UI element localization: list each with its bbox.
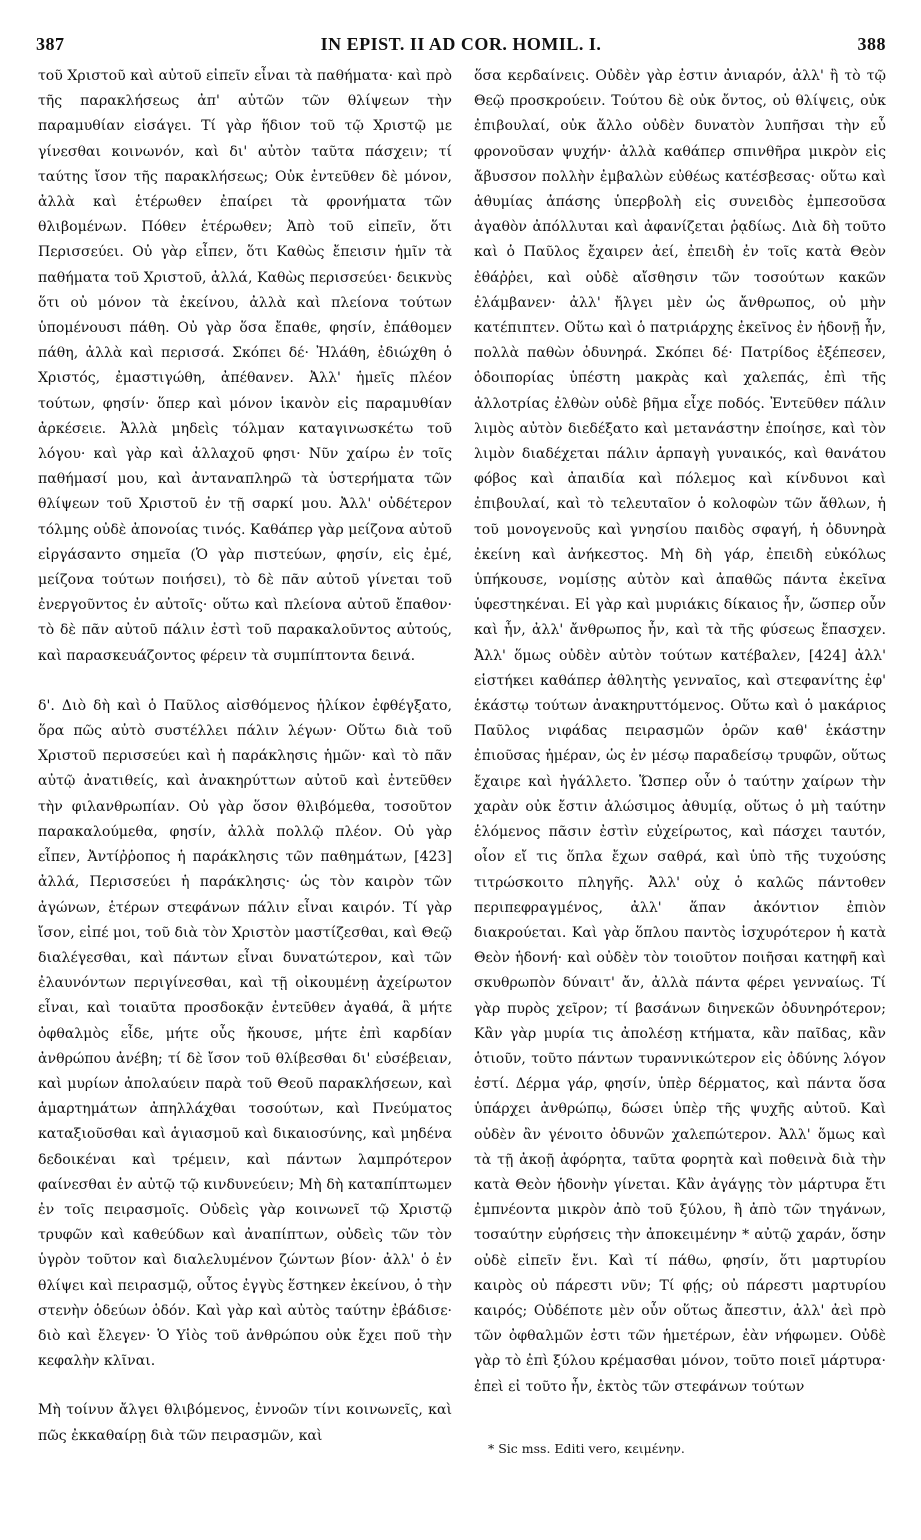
left-paragraph-1: τοῦ Χριστοῦ καὶ αὐτοῦ εἰπεῖν εἶναι τὰ παθήματα· καὶ πρὸ τῆς παρακλήσεως ἀπ' αὐτῶν τῶν θλίψεων τὴν παραμυθίαν εἰσάγει. Τί γὰρ ἥδιον τοῦ τῷ Χριστῷ με γίνεσθαι κοινωνόν, καὶ δι' αὐτὸν ταῦτα πάσχειν; τί ταύτης ἴσον τῆς παρακλήσεως; Οὐκ ἐντεῦθεν δὲ μόνον, ἀλλὰ καὶ ἑτέρωθεν ἐπαίρει τὰ φρονήματα τῶν θλιβομένων. Πόθεν ἑτέρωθεν; Ἀπὸ τοῦ εἰπεῖν, ὅτι Περισσεύει. Οὐ γὰρ εἶπεν, ὅτι Καθὼς ἔπεισιν ἡμῖν τὰ παθήματα τοῦ Χριστοῦ, ἀλλά, Καθὼς περισσεύει· δεικνὺς ὅτι οὐ μόνον τὰ ἐκείνου, ἀλλὰ καὶ πλείονα τούτων ὑπομένουσι πάθη. Οὐ γὰρ ὅσα ἔπαθε, φησίν, ἐπάθομεν πάθη, ἀλλὰ καὶ περισσά. Σκόπει δέ· Ἠλάθη, ἐδιώχθη ὁ Χριστός, ἐμαστιγώθη, ἀπέθανεν. Ἀλλ' ἡμεῖς πλέον τούτων, φησίν· ὅπερ καὶ μόνον ἱκανὸν εἰς παραμυθίαν ἀρκέσειε. Ἀλλὰ μηδεὶς τόλμαν καταγινωσκέτω τοῦ λόγου· καὶ γὰρ καὶ ἀλλαχοῦ φησι· Νῦν χαίρω ἐν τοῖς παθήμασί μου, καὶ ἀνταναπληρῶ τὰ ὑστερήματα τῶν θλίψεων τοῦ Χριστοῦ ἐν τῇ σαρκί μου. Ἀλλ' οὐδέτερον τόλμης οὐδὲ ἀπονοίας τινός. Καθάπερ γὰρ μείζονα αὐτοῦ εἰργάσαντο σημεῖα (Ὁ γὰρ πιστεύων, φησίν, εἰς ἐμέ, μείζονα τούτων ποιήσει), τὸ δὲ πᾶν αὐτοῦ γίνεται τοῦ ἐνεργοῦντος ἐν αὐτοῖς· οὕτω καὶ πλείονα αὐτοῦ ἔπαθον· τὸ δὲ πᾶν αὐτοῦ πάλιν ἐστὶ τοῦ παρακαλοῦντος αὐτούς, καὶ παρασκευάζοντος φέρειν τὰ συμπίπτοντα δεινά. [38,68,452,664]
running-header [36,34,886,58]
left-paragraph-2: δ'. Διὸ δὴ καὶ ὁ Παῦλος αἰσθόμενος ἡλίκον ἐφθέγξατο, ὅρα πῶς αὐτὸ συστέλλει πάλιν λέγων· Οὕτω διὰ τοῦ Χριστοῦ περισσεύει καὶ ἡ παράκλησις ἡμῶν· καὶ τὸ πᾶν αὐτῷ ἀνατιθείς, καὶ ἀνακηρύττων αὐτοῦ καὶ ἐντεῦθεν τὴν φιλανθρωπίαν. Οὐ γὰρ ὅσον θλιβόμεθα, τοσοῦτον παρακαλούμεθα, φησίν, ἀλλὰ πολλῷ πλέον. Οὐ γὰρ εἶπεν, Ἀντίῤῥοπος ἡ παράκλησις τῶν παθημάτων, [423] ἀλλά, Περισσεύει ἡ παράκλησις· ὡς τὸν καιρὸν τῶν ἀγώνων, ἑτέρων στεφάνων πάλιν εἶναι καιρόν. Τί γὰρ ἴσον, εἰπέ μοι, τοῦ διὰ τὸν Χριστὸν μαστίζεσθαι, καὶ Θεῷ διαλέγεσθαι, καὶ πάντων εἶναι δυνατώτερον, καὶ τῶν ἐλαυνόντων περιγίνεσθαι, καὶ τῇ οἰκουμένῃ ἀχείρωτον εἶναι, καὶ τοιαῦτα προσδοκᾷν ἐντεῦθεν ἀγαθά, ἃ μήτε ὀφθαλμὸς εἶδε, μήτε οὖς ἤκουσε, μήτε ἐπὶ καρδίαν ἀνθρώπου ἀνέβη; τί δὲ ἴσον τοῦ θλίβεσθαι δι' εὐσέβειαν, καὶ μυρίων ἀπολαύειν παρὰ τοῦ Θεοῦ παρακλήσεων, καὶ ἁμαρτημάτων ἀπηλλάχθαι τοσούτων, καὶ Πνεύματος καταξιοῦσθαι καὶ ἁγιασμοῦ καὶ δικαιοσύνης, καὶ μηδένα δεδοικέναι καὶ τρέμειν, καὶ πάντων λαμπρότερον φαίνεσθαι ἐν αὐτῷ τῷ κινδυνεύειν; Μὴ δὴ καταπίπτωμεν ἐν τοῖς πειρασμοῖς. Οὐδεὶς γὰρ κοινωνεῖ τῷ Χριστῷ τρυφῶν καὶ καθεύδων καὶ ἀναπίπτων, οὐδεὶς τῶν τὸν ὑγρὸν τοῦτον καὶ διαλελυμένον ζώντων βίον· ἀλλ' ὁ ἐν θλίψει καὶ πειρασμῷ, οὗτος ἐγγὺς ἕστηκεν ἐκείνου, ὁ τὴν στενὴν ὁδεύων ὁδόν. Καὶ γὰρ καὶ αὐτὸς ταύτην ἐβάδισε· διὸ καὶ ἔλεγεν· Ὁ Υἱὸς τοῦ ἀνθρώπου οὐκ ἔχει ποῦ τὴν κεφαλὴν κλῖναι. [38,697,452,1370]
right-paragraph-1: ὅσα κερδαίνεις. Οὐδὲν γὰρ ἐστιν ἀνιαρόν, ἀλλ' ἢ τὸ τῷ Θεῷ προσκρούειν. Τούτου δὲ οὐκ ὄντος, οὐ θλίψεις, οὐκ ἐπιβουλαί, οὐκ ἄλλο οὐδὲν δυνατὸν λυπῆσαι τὴν εὖ φρονοῦσαν ψυχήν· ἀλλὰ καθάπερ σπινθῆρα μικρὸν εἰς ἄβυσσον πολλὴν ἐμβαλὼν εὐθέως κατέσβεσας· οὕτω καὶ ἀθυμίας ἁπάσης ὑπερβολὴ εἰς συνειδὸς ἐμπεσοῦσα ἀγαθὸν ἀπόλλυται καὶ ἀφανίζεται ῥᾳδίως. Διὰ δὴ τοῦτο καὶ ὁ Παῦλος ἔχαιρεν ἀεί, ἐπειδὴ ἐν τοῖς κατὰ Θεὸν ἐθάῤῥει, καὶ οὐδὲ αἴσθησιν τῶν τοσούτων κακῶν ἐλάμβανεν· ἀλλ' ἤλγει μὲν ὡς ἄνθρωπος, οὐ μὴν κατέπιπτεν. Οὕτω καὶ ὁ πατριάρχης ἐκεῖνος ἐν ἡδονῇ ἦν, πολλὰ παθὼν ὀδυνηρά. Σκόπει δέ· Πατρίδος ἐξέπεσεν, ὁδοιπορίας ὑπέστη μακρὰς καὶ χαλεπάς, ἐπὶ τῆς ἀλλοτρίας ἐλθὼν οὐδὲ βῆμα εἶχε ποδός. Ἐντεῦθεν πάλιν λιμὸς αὐτὸν διεδέξατο καὶ μετανάστην ἐποίησε, καὶ τὸν λιμὸν διαδέχεται πάλιν ἁρπαγὴ γυναικός, καὶ θανάτου φόβος καὶ ἀπαιδία καὶ πόλεμος καὶ κίνδυνοι καὶ ἐπιβουλαί, καὶ τὸ τελευταῖον ὁ κολοφὼν τῶν ἄθλων, ἡ τοῦ μονογενοῦς καὶ γνησίου παιδὸς σφαγή, ἡ ὀδυνηρὰ ἐκείνη καὶ ἀνήκεστος. Μὴ δὴ γάρ, ἐπειδὴ εὐκόλως ὑπήκουσε, νομίσῃς αὐτὸν καὶ ἀπαθῶς πάντα ἐκεῖνα ὑφεστηκέναι. Εἰ γὰρ καὶ μυριάκις δίκαιος ἦν, ὥσπερ οὖν καὶ ἦν, ἀλλ' ἄνθρωπος ἦν, καὶ τὰ τῆς φύσεως ἔπασχεν. Ἀλλ' ὅμως οὐδὲν αὐτὸν τούτων κατέβαλεν, [424] ἀλλ' εἱστήκει καθάπερ ἀθλητὴς γενναῖος, καὶ στεφανίτης ἐφ' ἑκάστῳ τούτων ἀνακηρυττόμενος. Οὕτω καὶ ὁ μακάριος Παῦλος νιφάδας πειρασμῶν ὁρῶν καθ' ἑκάστην ἐπιοῦσας ἡμέραν, ὡς ἐν μέσῳ παραδείσῳ τρυφῶν, οὕτως ἔχαιρε καὶ ἠγάλλετο. Ὥσπερ οὖν ὁ ταύτην χαίρων τὴν χαρὰν οὐκ ἔστιν ἁλώσιμος ἀθυμίᾳ, οὕτως ὁ μὴ ταύτην ἑλόμενος πᾶσιν ἐστὶν εὐχείρωτος, καὶ πάσχει ταυτόν, οἷον εἴ τις ὅπλα ἔχων σαθρά, καὶ ὑπὸ τῆς τυχούσης τιτρώσκοιτο πληγῆς. Ἀλλ' οὐχ ὁ καλῶς πάντοθεν περιπεφραγμένος, ἀλλ' ἅπαν ἀκόντιον ἐπιὸν διακρούεται. Καὶ γὰρ ὅπλου παντὸς ἰσχυρότερον ἡ κατὰ Θεὸν ἡδονή· καὶ οὐδὲν τὸν τοιοῦτον ποιῆσαι κατηφῆ καὶ σκυθρωπὸν δύναιτ' ἄν, ἀλλὰ πάντα φέρει γενναίως. Τί γὰρ πυρὸς χεῖρον; τί βασάνων διηνεκῶν ὀδυνηρότερον; Κἂν γὰρ μυρία τις ἀπολέσῃ κτήματα, κἂν παῖδας, κἂν ὁτιοῦν, τοῦτο πάντων τυραννικώτερον εἰς ὀδύνης λόγον ἐστί. Δέρμα γάρ, φησίν, ὑπὲρ δέρματος, καὶ πάντα ὅσα ὑπάρχει ἀνθρώπῳ, δώσει ὑπὲρ τῆς ψυχῆς αὐτοῦ. Καὶ οὐδὲν ἂν γένοιτο ὀδυνῶν χαλεπώτερον. Ἀλλ' ὅμως καὶ τὰ τῇ ἀκοῇ ἀφόρητα, ταῦτα φορητὰ καὶ ποθεινὰ διὰ τὴν κατὰ Θεὸν ἡδονὴν γίνεται. Κἂν ἀγάγῃς τὸν μάρτυρα ἔτι ἐμπνέοντα μικρὸν ἀπὸ τοῦ ξύλου, ἢ ἀπὸ τῶν τηγάνων, τοσαύτην εὑρήσεις τὴν ἀποκειμένην * αὐτῷ χαράν, ὅσην οὐδὲ εἰπεῖν ἔνι. Καὶ τί πάθω, φησίν, ὅτι μαρτυρίου καιρὸς οὐ πάρεστι νῦν; Τί φῄς; οὐ πάρεστι μαρτυρίου καιρός; Οὐδέποτε μὲν οὖν οὕτως ἄπεστιν, ἀλλ' ἀεὶ πρὸ τῶν ὀφθαλμῶν ἐστι τῶν ἡμετέρων, ἐὰν νήφωμεν. Οὐδὲ γὰρ τὸ ἐπὶ ξύλου κρέμασθαι μόνον, τοῦτο ποιεῖ μάρτυρα· ἐπεὶ εἰ τοῦτο ἦν, ἐκτὸς τῶν στεφάνων τούτων [474,68,886,1395]
page-number-right: 388 [857,34,886,54]
left-paragraph-3: Μὴ τοίνυν ἄλγει θλιβόμενος, ἐννοῶν τίνι κοινωνεῖς, καὶ πῶς ἐκκαθαίρῃ διὰ τῶν πειρασμῶν, καὶ [38,1402,452,1444]
footnote-text: * Sic mss. Editi vero, κειμένην. [488,1441,685,1456]
page-number-left: 387 [36,34,65,54]
running-title: IN EPIST. II AD COR. HOMIL. I. [320,34,602,54]
left-text-column [38,64,452,1449]
footnote [474,1440,886,1458]
right-text-column [474,64,886,1400]
